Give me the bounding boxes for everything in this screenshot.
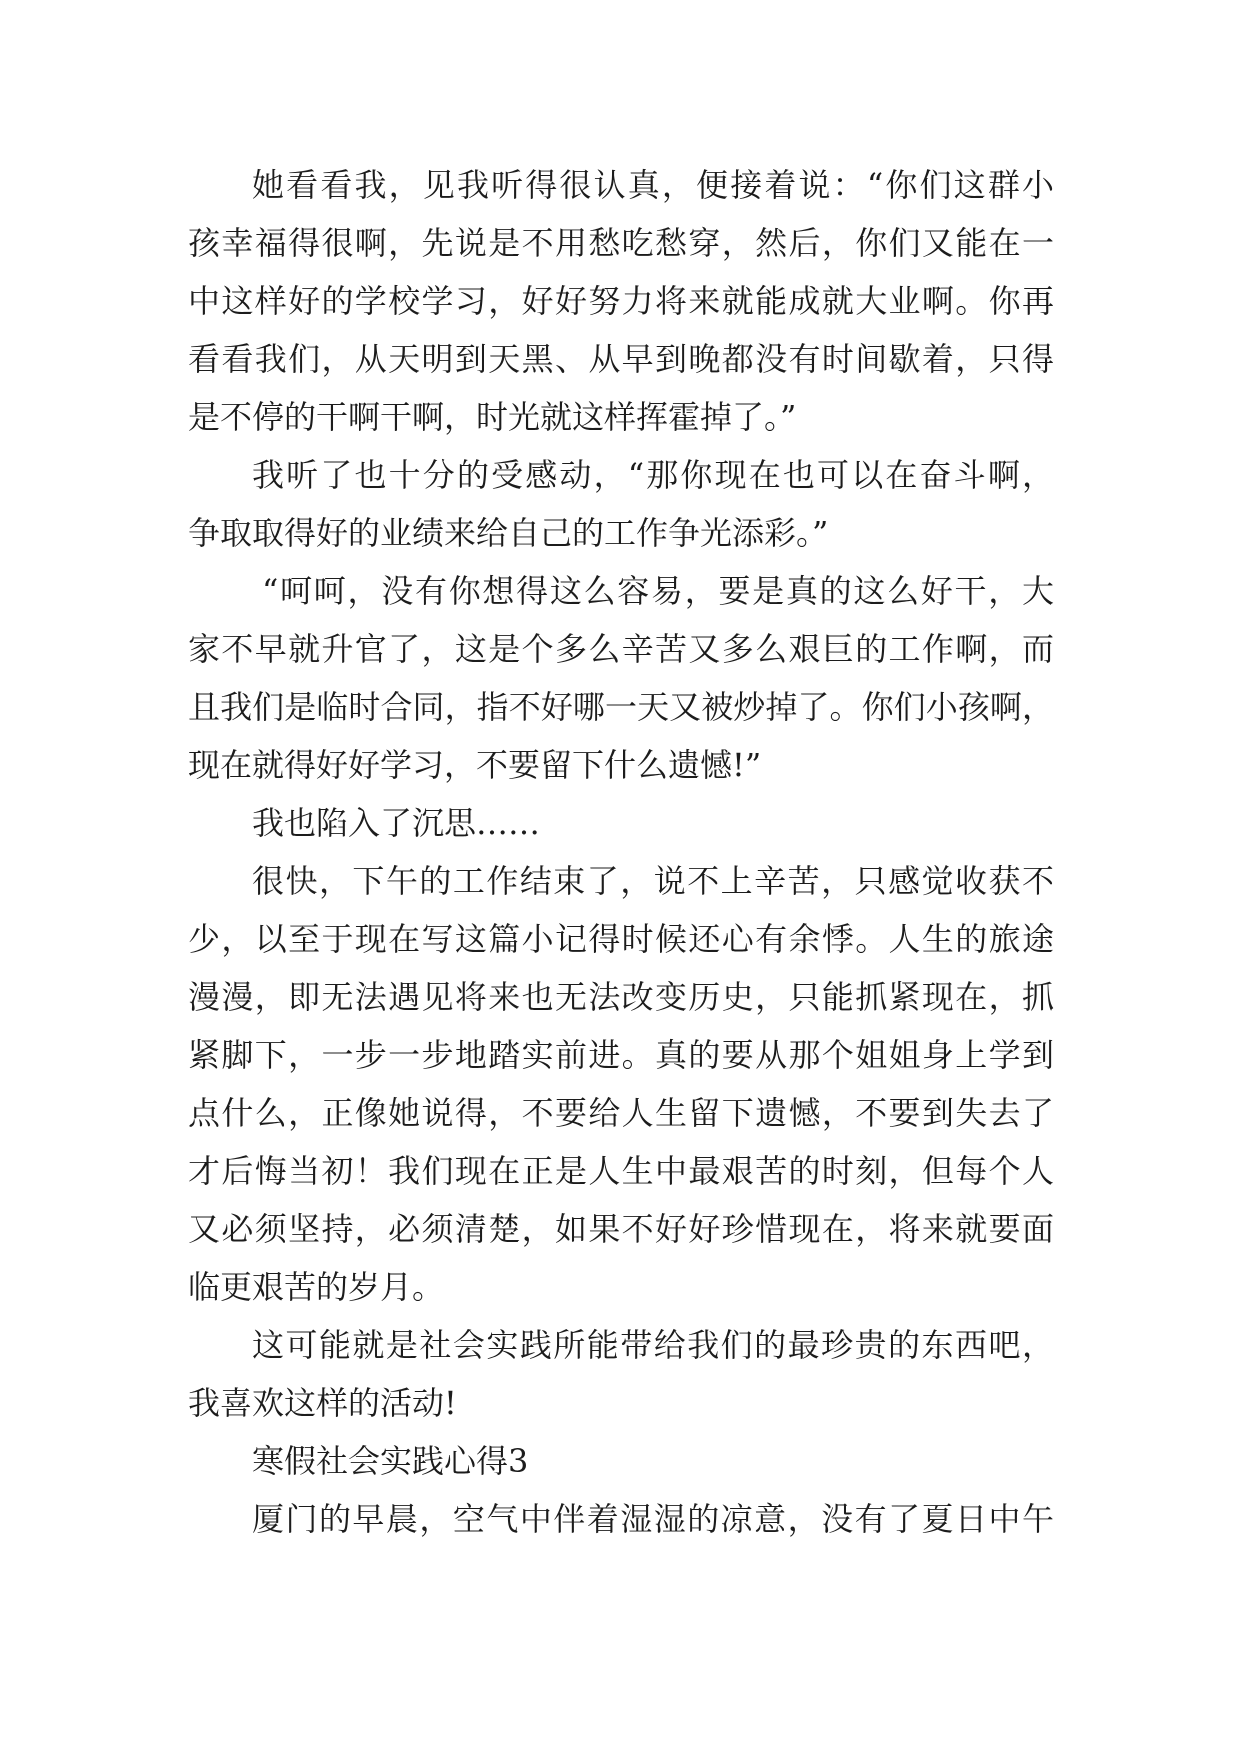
- paragraph: [188, 446, 1054, 562]
- text-line: “呵呵，没有你想得这么容易，要是真的这么好干，大: [262, 572, 1054, 610]
- paragraph: [188, 852, 1054, 1316]
- paragraph: [188, 794, 1054, 852]
- section-heading: [188, 1432, 1054, 1490]
- text-line: 漫漫，即无法遇见将来也无法改变历史，只能抓紧现在，抓: [188, 978, 1054, 1016]
- text-line: 我也陷入了沉思……: [252, 804, 541, 842]
- text-line: 才后悔当初！我们现在正是人生中最艰苦的时刻，但每个人: [188, 1152, 1054, 1190]
- text-line: 现在就得好好学习，不要留下什么遗憾!”: [188, 746, 762, 784]
- text-line: 看看我们，从天明到天黑、从早到晚都没有时间歇着，只得: [188, 340, 1054, 378]
- paragraph: [188, 1316, 1054, 1432]
- text-line: 临更艰苦的岁月。: [188, 1268, 445, 1306]
- section-heading-text: 寒假社会实践心得3: [252, 1442, 529, 1480]
- text-line: 我喜欢这样的活动!: [188, 1384, 457, 1422]
- text-line: 家不早就升官了，这是个多么辛苦又多么艰巨的工作啊，而: [188, 630, 1054, 668]
- text-line: 我听了也十分的受感动，“那你现在也可以在奋斗啊，: [252, 456, 1054, 494]
- document-body: [188, 156, 1054, 1548]
- paragraph: [188, 156, 1054, 446]
- text-line: 她看看我，见我听得很认真，便接着说：“你们这群小: [252, 166, 1054, 204]
- text-line: 孩幸福得很啊，先说是不用愁吃愁穿，然后，你们又能在一: [188, 224, 1054, 262]
- paragraph: [188, 1490, 1054, 1548]
- paragraph: [188, 562, 1054, 794]
- text-line: 紧脚下，一步一步地踏实前进。真的要从那个姐姐身上学到: [188, 1036, 1054, 1074]
- text-line: 且我们是临时合同，指不好哪一天又被炒掉了。你们小孩啊，: [188, 688, 1054, 726]
- text-line: 争取取得好的业绩来给自己的工作争光添彩。”: [188, 514, 829, 552]
- text-line: 少，以至于现在写这篇小记得时候还心有余悸。人生的旅途: [188, 920, 1054, 958]
- text-line: 很快，下午的工作结束了，说不上辛苦，只感觉收获不: [252, 862, 1054, 900]
- text-line: 点什么，正像她说得，不要给人生留下遗憾，不要到失去了: [188, 1094, 1054, 1132]
- text-line: 这可能就是社会实践所能带给我们的最珍贵的东西吧，: [252, 1326, 1054, 1364]
- text-line: 厦门的早晨，空气中伴着湿湿的凉意，没有了夏日中午: [252, 1500, 1054, 1538]
- text-line: 是不停的干啊干啊，时光就这样挥霍掉了。”: [188, 398, 797, 436]
- text-line: 又必须坚持，必须清楚，如果不好好珍惜现在，将来就要面: [188, 1210, 1054, 1248]
- text-line: 中这样好的学校学习，好好努力将来就能成就大业啊。你再: [188, 282, 1054, 320]
